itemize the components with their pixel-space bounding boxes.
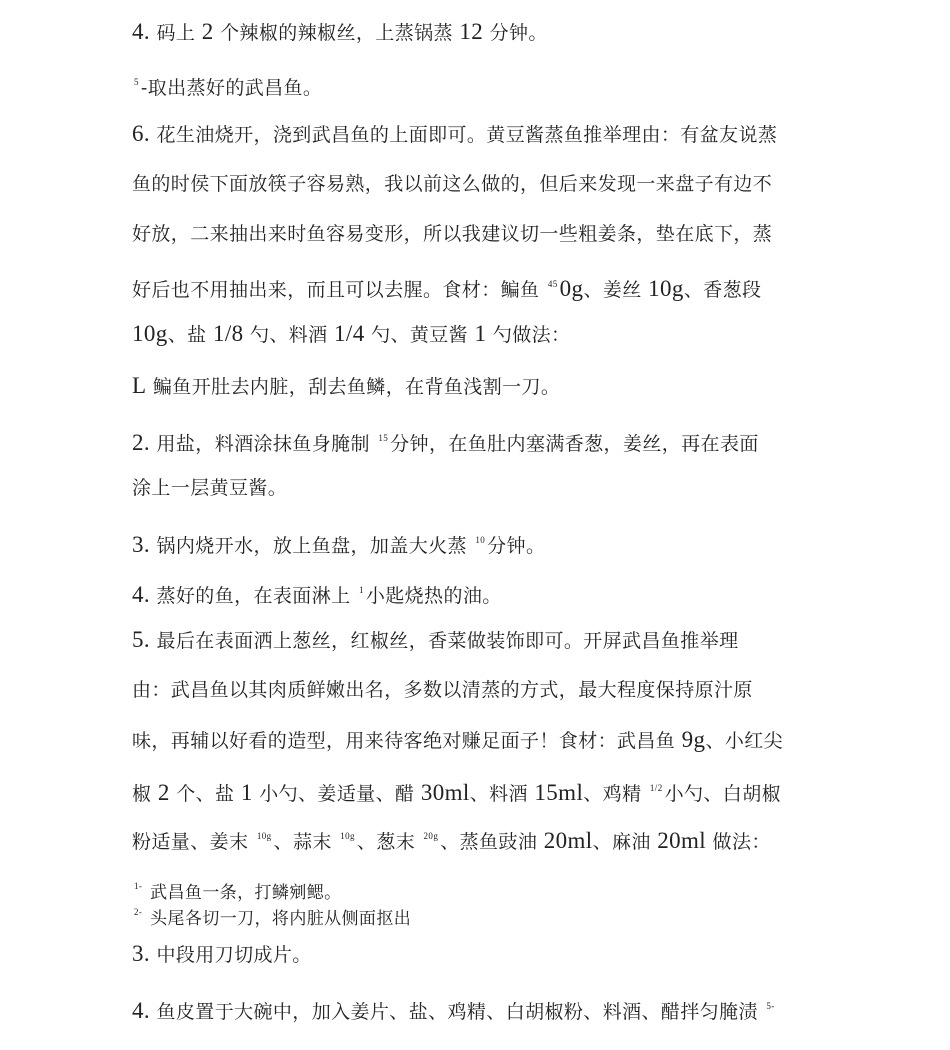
text-fragment: 头尾各切一刀，将内脏从侧面抠出 — [144, 909, 412, 929]
text-fragment: 鱼的时侯下面放筷子容易熟，我以前这么做的，但后来发现一来盘子有边不 — [132, 173, 773, 195]
text-fragment: L — [132, 373, 147, 398]
text-fragment: 味，再辅以好看的造型，用来待客绝对赚足面子！食材：武昌鱼 — [132, 730, 682, 752]
text-line — [132, 824, 822, 854]
text-line — [132, 70, 822, 100]
text-fragment: 勺做法： — [486, 324, 571, 346]
superscript-fragment: 1/2 — [649, 783, 663, 793]
text-line — [132, 994, 822, 1024]
text-line — [132, 528, 822, 558]
superscript-fragment: 5- — [766, 1001, 775, 1011]
text-fragment: 小勺、白胡椒 — [664, 783, 782, 805]
text-line — [132, 222, 822, 246]
text-fragment: 1/8 — [212, 321, 244, 346]
text-fragment: 30ml — [420, 780, 470, 805]
text-fragment: 5. — [132, 627, 151, 652]
text-line — [132, 374, 822, 399]
text-fragment: 1/4 — [334, 321, 365, 346]
text-fragment: 鱼皮置于大碗中，加入姜片、盐、鸡精、白胡椒粉、料酒、醋拌匀腌渍 — [150, 1001, 765, 1023]
text-fragment: 、盐 — [167, 324, 213, 346]
text-line — [132, 678, 822, 702]
text-fragment: 最后在表面洒上葱丝，红椒丝，香菜做装饰即可。开屏武昌鱼推举理 — [150, 630, 739, 652]
text-fragment: 1 — [240, 780, 253, 805]
text-line — [132, 900, 822, 931]
text-fragment: 蒸好的鱼，在表面淋上 — [150, 585, 357, 607]
text-fragment: 、香葱段 — [683, 279, 762, 301]
text-fragment: 20ml — [657, 828, 707, 853]
text-line — [132, 942, 822, 967]
text-fragment: 做法： — [706, 831, 771, 853]
text-fragment: 粉适量、姜末 — [132, 831, 255, 853]
superscript-fragment: 45 — [547, 279, 558, 289]
text-line — [132, 20, 822, 45]
superscript-fragment: 10g — [256, 831, 272, 841]
text-fragment: 2 — [201, 19, 214, 44]
text-fragment: 、麻油 — [592, 831, 658, 853]
text-fragment: 6. — [132, 121, 151, 146]
superscript-fragment: 5 — [134, 77, 139, 87]
text-fragment: 9g — [681, 727, 706, 752]
text-fragment: 、小红尖 — [705, 730, 784, 752]
text-fragment: 个辣椒的辣椒丝，上蒸锅蒸 — [213, 22, 460, 44]
text-fragment: 武昌鱼一条，打鳞剜鳃。 — [144, 883, 342, 903]
text-line — [132, 578, 822, 608]
text-fragment: 花生油烧开，浇到武昌鱼的上面即可。黄豆酱蒸鱼推举理由：有盆友说蒸 — [150, 124, 778, 146]
text-fragment: 2. — [132, 430, 151, 455]
text-fragment: 、料酒 — [469, 783, 535, 805]
text-fragment: 分钟。 — [483, 22, 548, 44]
text-fragment: 、蒜末 — [273, 831, 339, 853]
text-fragment: -取出蒸好的武昌鱼。 — [140, 77, 323, 99]
text-fragment: 鳊鱼开肚去内脏，刮去鱼鳞，在背鱼浅割一刀。 — [146, 376, 561, 398]
text-line — [132, 426, 822, 456]
text-fragment: 4. — [132, 582, 151, 607]
superscript-fragment: 1 — [358, 585, 364, 595]
text-fragment: 10g — [648, 276, 684, 301]
text-fragment: 中段用刀切成片。 — [150, 944, 312, 966]
text-fragment: 3. — [132, 941, 151, 966]
text-fragment: 、蒸鱼豉油 — [440, 831, 544, 853]
text-fragment: 好后也不用抽出来，而且可以去腥。食材：鳊鱼 — [132, 279, 546, 301]
text-line — [132, 728, 822, 753]
text-fragment: 2 — [157, 780, 170, 805]
text-fragment: 分钟，在鱼肚内塞满香葱，姜丝，再在表面 — [390, 433, 759, 455]
superscript-fragment: 20g — [423, 831, 439, 841]
text-line — [132, 628, 822, 653]
text-line — [132, 272, 822, 302]
text-fragment: 3. — [132, 532, 151, 557]
text-fragment: 椒 — [132, 783, 158, 805]
superscript-fragment: 10 — [475, 535, 486, 545]
superscript-fragment: 2- — [134, 907, 143, 917]
text-fragment: 0g — [559, 276, 584, 301]
text-fragment: 用盐，料酒涂抹鱼身腌制 — [150, 433, 377, 455]
text-line — [132, 322, 822, 347]
text-fragment: 小勺、姜适量、醋 — [252, 783, 421, 805]
text-fragment: 码上 — [150, 22, 202, 44]
text-fragment: 、姜丝 — [583, 279, 649, 301]
superscript-fragment: 1- — [134, 881, 143, 891]
text-line — [132, 122, 822, 147]
superscript-fragment: 15 — [378, 433, 389, 443]
text-fragment: 锅内烧开水，放上鱼盘，加盖大火蒸 — [150, 535, 474, 557]
text-fragment: 15ml — [534, 780, 584, 805]
text-fragment: 分钟。 — [487, 535, 546, 557]
text-fragment: 1 — [474, 321, 487, 346]
text-fragment: 小匙烧热的油。 — [365, 585, 502, 607]
text-fragment: 个、盐 — [169, 783, 241, 805]
text-fragment: 勺、料酒 — [243, 324, 335, 346]
text-fragment: 4. — [132, 19, 151, 44]
text-line — [132, 476, 822, 500]
text-fragment: 、鸡精 — [583, 783, 648, 805]
text-line — [132, 776, 822, 806]
text-fragment: 4. — [132, 998, 151, 1023]
text-line — [132, 172, 822, 196]
text-fragment: 10g — [132, 321, 168, 346]
text-fragment: 12 — [459, 19, 484, 44]
text-fragment: 、葱末 — [356, 831, 422, 853]
superscript-fragment: 10g — [340, 831, 355, 841]
text-fragment: 勺、黄豆酱 — [364, 324, 475, 346]
text-fragment: 由：武昌鱼以其肉质鲜嫩出名，多数以清蒸的方式，最大程度保持原汁原 — [132, 679, 753, 701]
text-fragment: 好放，二来抽出来时鱼容易变形，所以我建议切一些粗姜条，垫在底下，蒸 — [132, 223, 773, 245]
text-fragment: 20ml — [543, 828, 593, 853]
text-fragment: 涂上一层黄豆酱。 — [132, 477, 288, 499]
